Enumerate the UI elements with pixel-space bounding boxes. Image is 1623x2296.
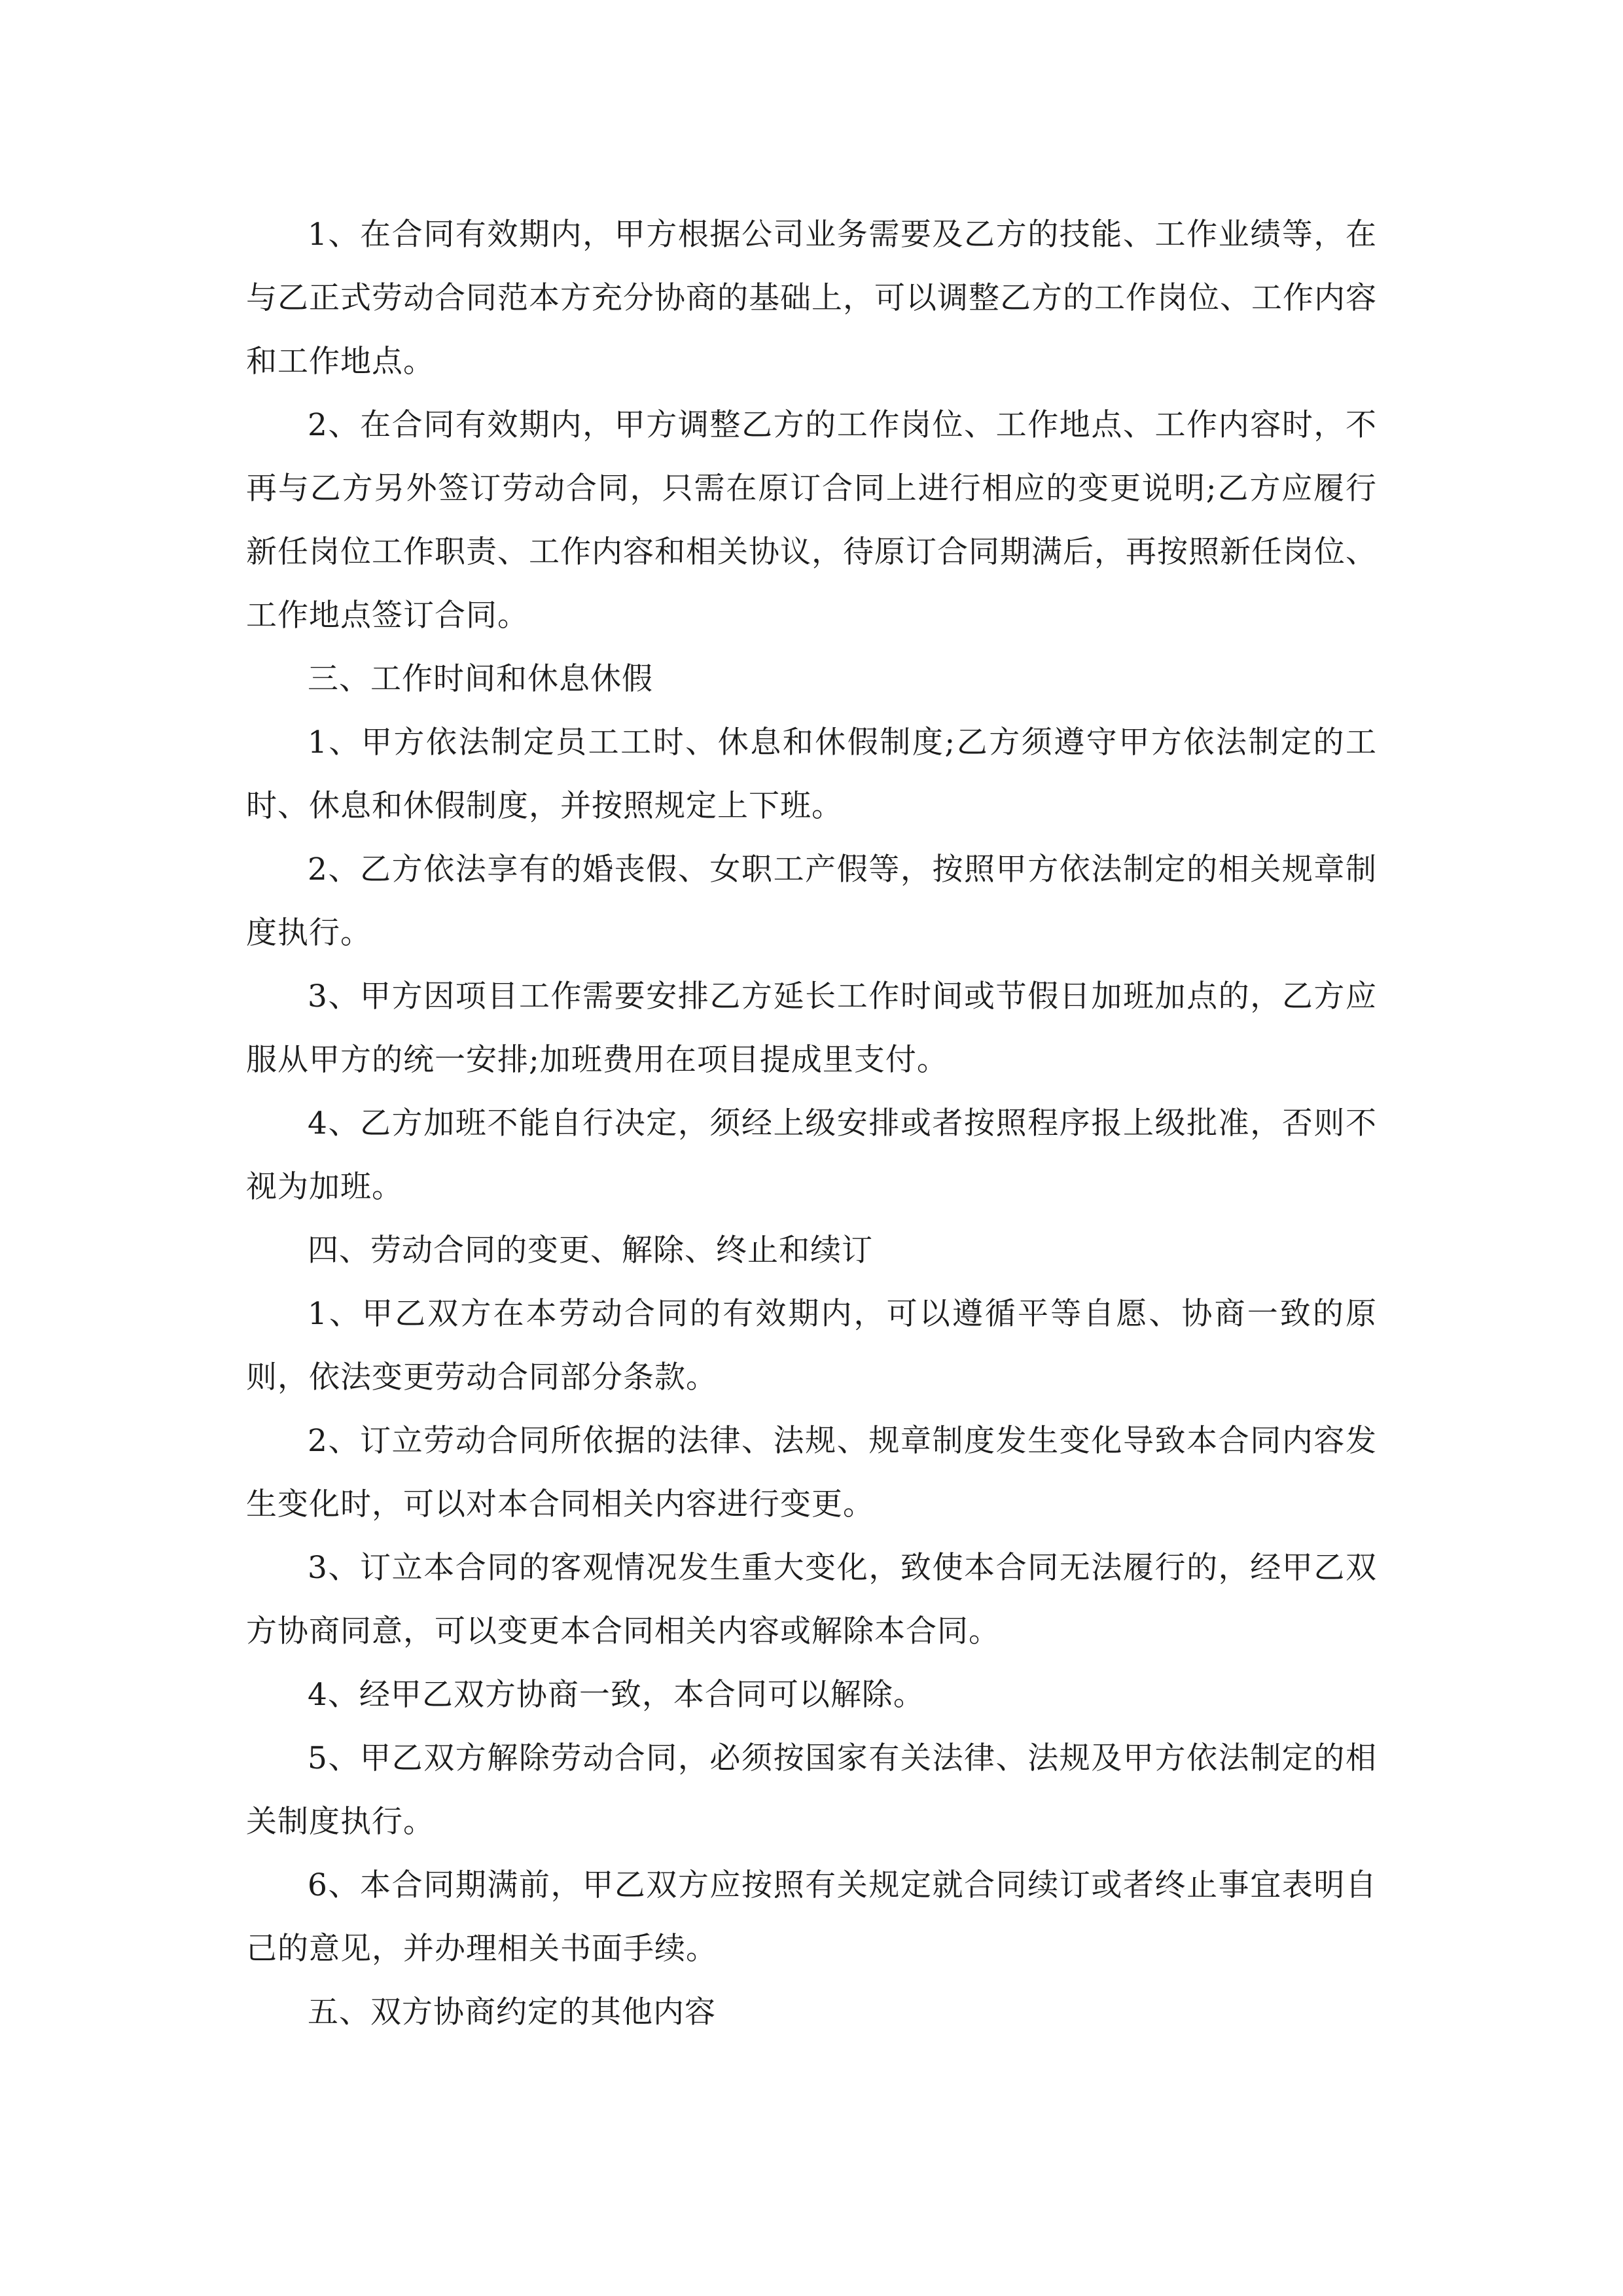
paragraph-termination-rules: 5、甲乙双方解除劳动合同，必须按国家有关法律、法规及甲方依法制定的相关制度执行。 [246, 1740, 1377, 1840]
section-heading-work-time: 三、工作时间和休息休假 [308, 661, 653, 697]
paragraph-overtime-approval: 4、乙方加班不能自行决定，须经上级安排或者按照程序报上级批准，否则不视为加班。 [246, 1105, 1377, 1205]
paragraph-change-by-circumstance: 3、订立本合同的客观情况发生重大变化，致使本合同无法履行的，经甲乙双方协商同意，可以变更本合同相关内容或解除本合同。 [246, 1550, 1377, 1649]
section-heading-contract-change: 四、劳动合同的变更、解除、终止和续订 [308, 1232, 873, 1268]
paragraph-change-by-agreement: 1、甲乙双方在本劳动合同的有效期内，可以遵循平等自愿、协商一致的原则，依法变更劳动合同部分条款。 [246, 1296, 1377, 1395]
paragraph-overtime-arrangement: 3、甲方因项目工作需要安排乙方延长工作时间或节假日加班加点的，乙方应服从甲方的统一安排;加班费用在项目提成里支付。 [246, 978, 1377, 1078]
paragraph-leave: 2、乙方依法享有的婚丧假、女职工产假等，按照甲方依法制定的相关规章制度执行。 [246, 852, 1377, 951]
document-body [246, 203, 1377, 2044]
paragraph-work-hours-system: 1、甲方依法制定员工工时、休息和休假制度;乙方须遵守甲方依法制定的工时、休息和休假制度，并按照规定上下班。 [246, 725, 1377, 824]
paragraph-mutual-termination: 4、经甲乙双方协商一致，本合同可以解除。 [308, 1677, 925, 1713]
paragraph-change-by-law: 2、订立劳动合同所依据的法律、法规、规章制度发生变化导致本合同内容发生变化时，可以对本合同相关内容进行变更。 [246, 1423, 1377, 1522]
paragraph-renewal: 6、本合同期满前，甲乙双方应按照有关规定就合同续订或者终止事宜表明自己的意见，并办理相关书面手续。 [246, 1867, 1377, 1967]
paragraph-change-description: 2、在合同有效期内，甲方调整乙方的工作岗位、工作地点、工作内容时，不再与乙方另外签订劳动合同，只需在原订合同上进行相应的变更说明;乙方应履行新任岗位工作职责、工作内容和相关协议，待原订合同期满后，再按照新任岗位、工作地点签订合同。 [246, 407, 1377, 634]
paragraph-adjust-position: 1、在合同有效期内，甲方根据公司业务需要及乙方的技能、工作业绩等，在与乙正式劳动合同范本方充分协商的基础上，可以调整乙方的工作岗位、工作内容和工作地点。 [246, 217, 1377, 380]
section-heading-other-terms: 五、双方协商约定的其他内容 [308, 1994, 716, 2030]
